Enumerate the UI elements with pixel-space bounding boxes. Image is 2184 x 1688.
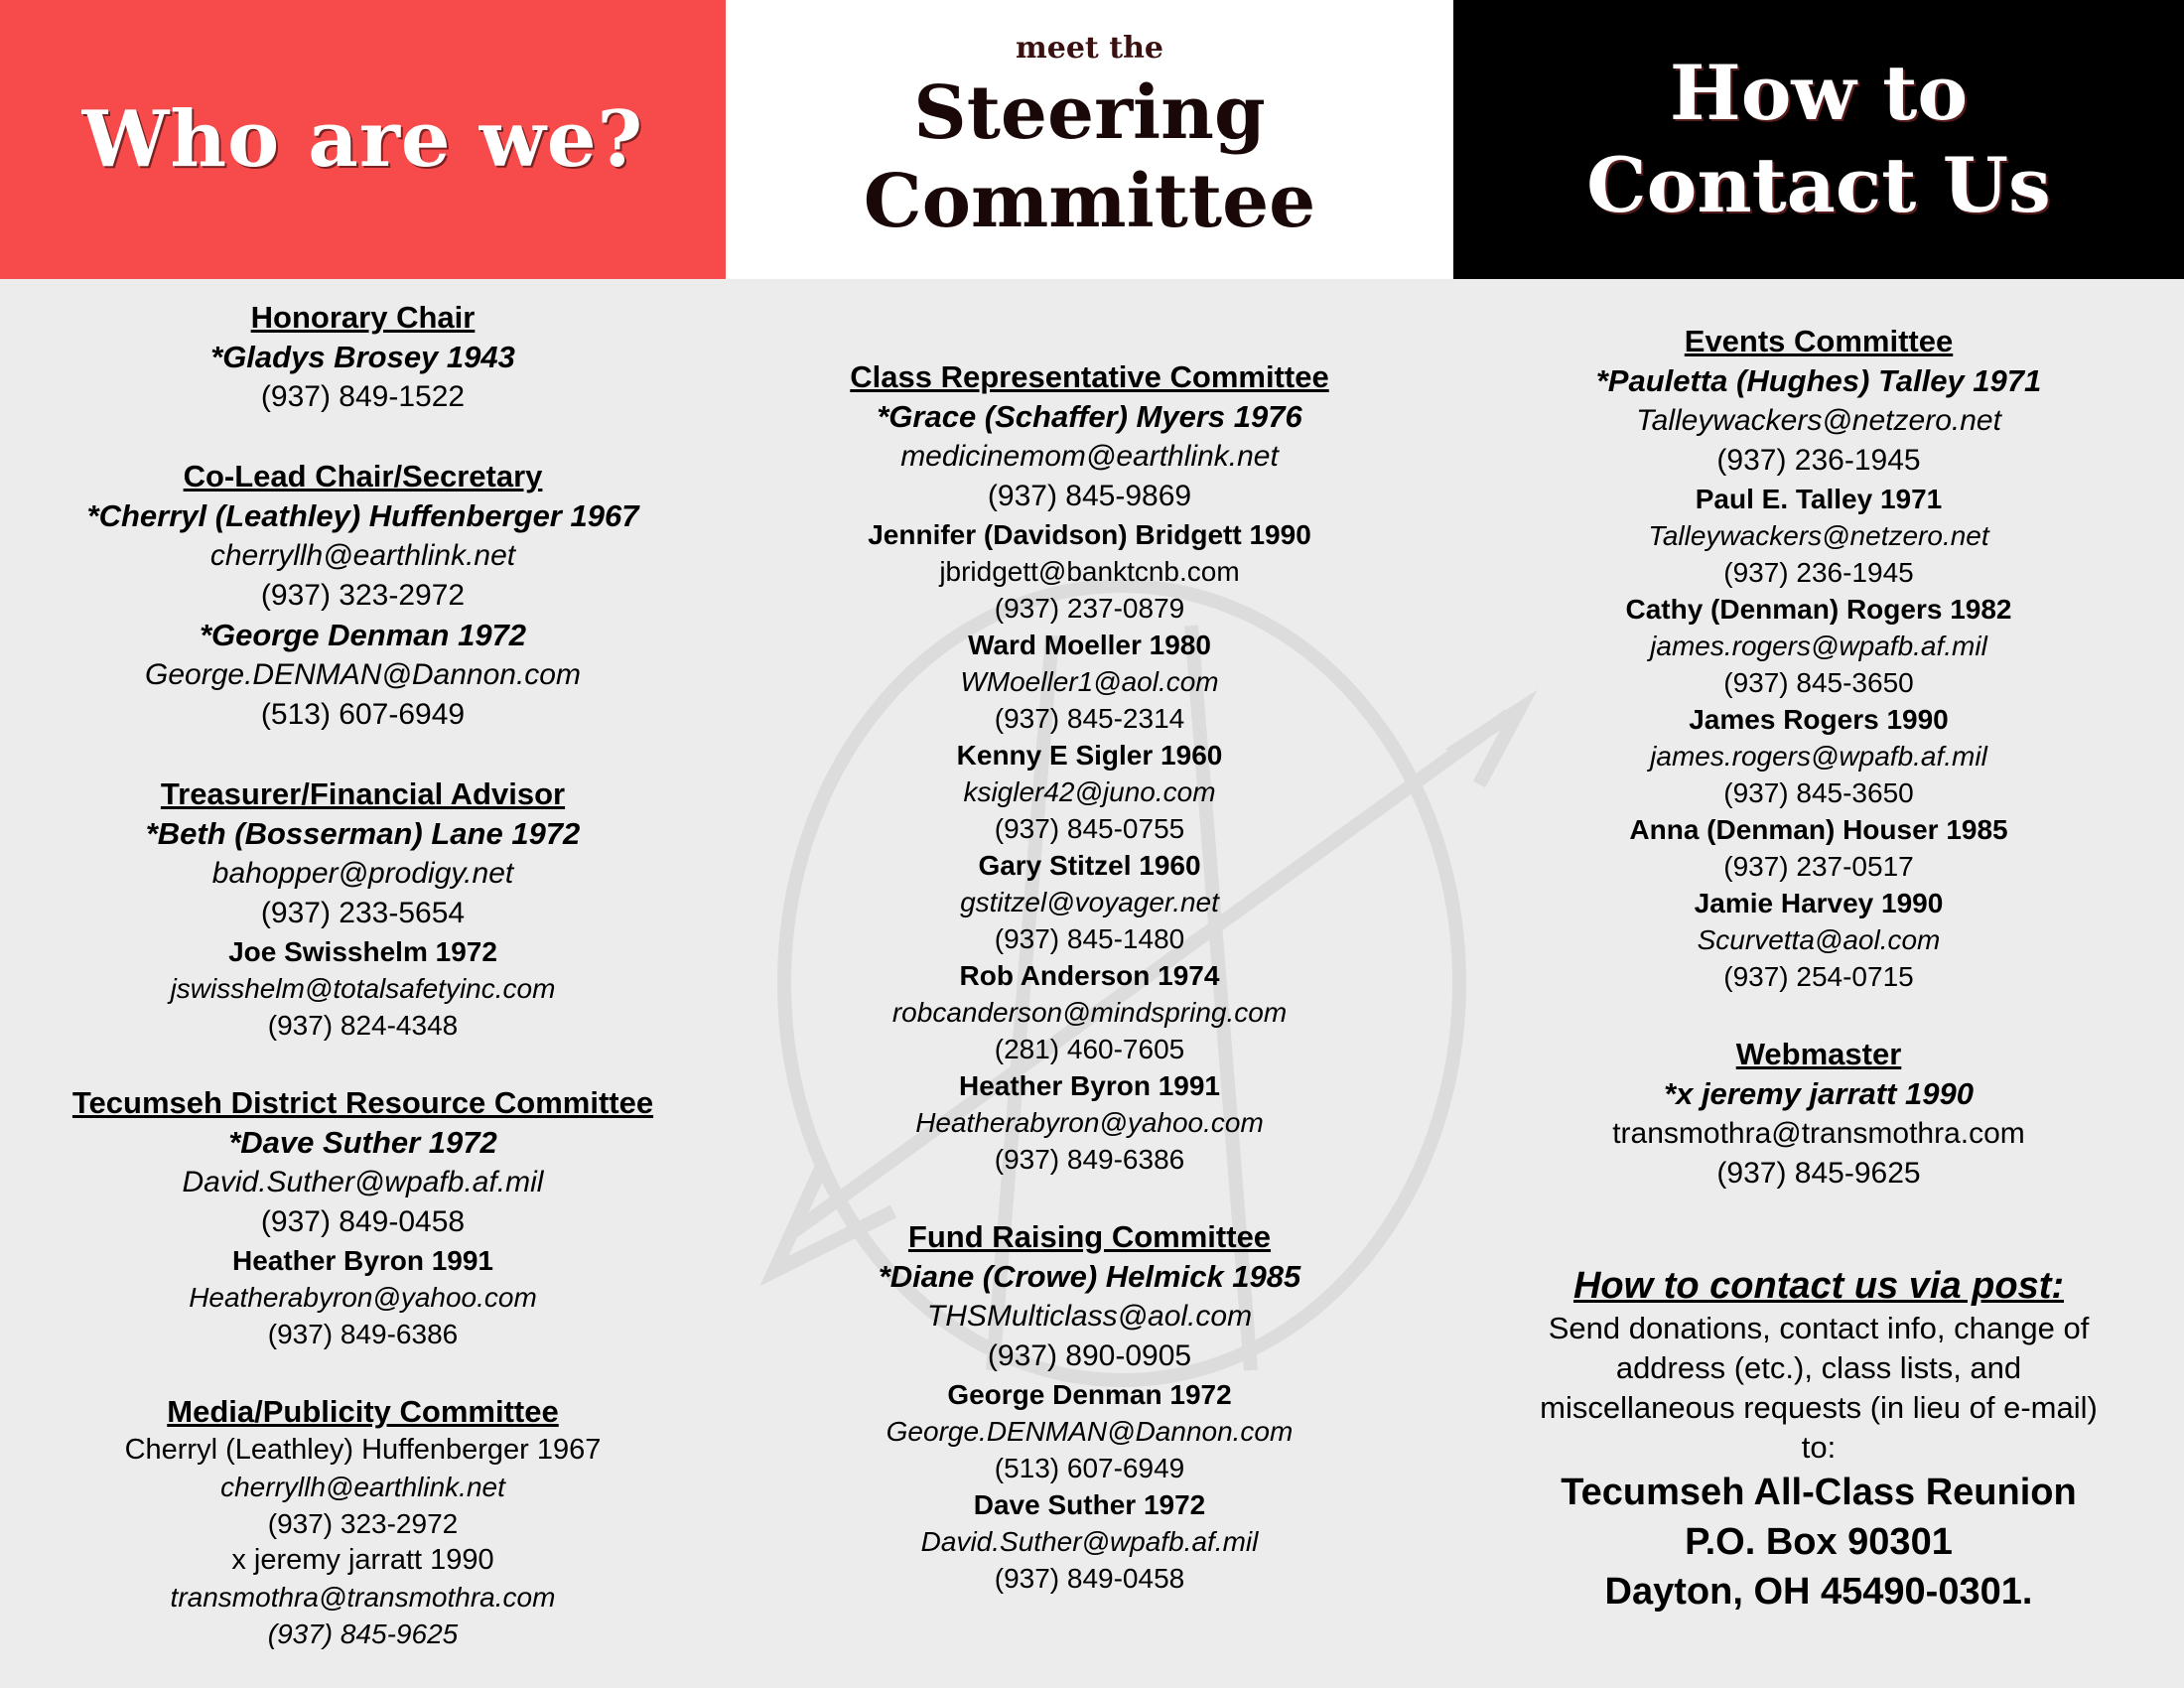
district-resource-section [0,1083,726,1352]
postal-instructions: to: [1801,1430,1837,1465]
contact-title-line-2: Contact Us [1586,140,2051,229]
steering-committee-banner [726,0,1453,279]
member-name: Kenny E Sigler 1960 [956,740,1223,771]
member-phone: (937) 849-0458 [260,1205,466,1238]
member-phone: (937) 845-2314 [994,703,1185,734]
member-phone: (513) 607-6949 [260,698,466,731]
section-heading: Tecumseh District Resource Committee [71,1085,654,1120]
member-email[interactable]: David.Suther@wpafb.af.mil [182,1166,544,1198]
member-entry [726,1376,1453,1486]
member-entry [1453,811,2184,885]
member-name: Cherryl (Leathley) Huffenberger 1967 [124,1434,602,1466]
member-email[interactable]: jswisshelm@totalsafetyinc.com [170,973,556,1004]
member-name: Rob Anderson 1974 [959,960,1220,991]
member-name: *George Denman 1972 [199,618,527,652]
steering-title: Steering [913,70,1266,156]
member-name: Anna (Denman) Houser 1985 [1629,814,2008,845]
member-name: Paul E. Talley 1971 [1695,484,1943,514]
member-email[interactable]: cherryllh@earthlink.net [220,1472,505,1502]
member-entry [726,957,1453,1067]
member-email[interactable]: robcanderson@mindspring.com [891,997,1288,1028]
left-column [0,298,726,1652]
section-heading: Treasurer/Financial Advisor [160,776,566,811]
member-phone: (937) 323-2972 [260,579,466,612]
member-email[interactable]: transmothra@transmothra.com [1612,1117,2025,1150]
member-email[interactable]: George.DENMAN@Dannon.com [145,658,581,691]
member-phone: (937) 254-0715 [1723,961,1914,992]
member-email[interactable]: jbridgett@banktcnb.com [939,556,1240,587]
postal-instructions: Send donations, contact info, change of [1548,1311,2090,1345]
member-name: Heather Byron 1991 [231,1245,493,1276]
section-heading: Class Representative Committee [850,359,1329,394]
member-phone: (937) 845-3650 [1723,777,1914,808]
member-email[interactable]: james.rogers@wpafb.af.mil [1650,741,1987,772]
member-email[interactable]: medicinemom@earthlink.net [900,440,1279,473]
member-email[interactable]: WMoeller1@aol.com [960,666,1219,697]
member-email[interactable]: cherryllh@earthlink.net [209,539,516,572]
contact-title-line-1: How to [1669,48,1969,137]
postal-contact-section [1453,1263,2184,1617]
member-entry [1453,701,2184,811]
right-column [1453,322,2184,1617]
member-phone: (937) 237-0517 [1723,851,1914,882]
member-entry [726,847,1453,957]
honorary-chair-section [0,298,726,417]
fund-raising-section [726,1217,1453,1597]
member-phone: (937) 845-9869 [987,480,1192,512]
member-phone: (937) 845-9625 [1716,1157,1921,1190]
member-email[interactable]: George.DENMAN@Dannon.com [886,1416,1294,1447]
mailing-address-line: P.O. Box 90301 [1685,1521,1953,1563]
member-email[interactable]: bahopper@prodigy.net [211,857,514,890]
contact-us-banner [1453,0,2184,279]
member-phone: (937) 849-6386 [994,1144,1185,1175]
member-name: James Rogers 1990 [1689,704,1949,735]
member-phone: (937) 237-0879 [994,593,1185,624]
member-phone: (937) 233-5654 [260,897,466,929]
member-phone: (937) 849-6386 [267,1319,459,1349]
events-committee-section [1453,322,2184,995]
member-name: *Grace (Schaffer) Myers 1976 [877,399,1302,434]
who-are-we-title: Who are we? [81,94,644,185]
member-phone: (937) 236-1945 [1716,444,1921,477]
treasurer-section [0,774,726,1044]
member-entry [1453,481,2184,591]
member-name: George Denman 1972 [947,1379,1232,1410]
section-heading: Media/Publicity Committee [167,1394,559,1429]
member-phone: (513) 607-6949 [994,1453,1185,1483]
webmaster-section [1453,1035,2184,1194]
member-name: Jennifer (Davidson) Bridgett 1990 [868,519,1311,550]
postal-heading: How to contact us via post: [1572,1265,2065,1307]
section-heading: Fund Raising Committee [907,1219,1272,1254]
member-entry [726,516,1453,627]
meet-the-label: meet the [1016,30,1163,66]
member-name: Gary Stitzel 1960 [978,850,1201,881]
member-phone: (937) 890-0905 [987,1339,1192,1372]
media-publicity-section [0,1392,726,1652]
class-representative-section [726,357,1453,1178]
member-email[interactable]: ksigler42@juno.com [963,776,1216,807]
member-entry [1453,885,2184,995]
committee-title: Committee [863,158,1316,244]
member-entry [726,1486,1453,1597]
member-phone: (937) 845-0755 [994,813,1185,844]
who-are-we-banner [0,0,726,279]
member-email[interactable]: Heatherabyron@yahoo.com [915,1107,1264,1138]
postal-instructions: miscellaneous requests (in lieu of e-mail) [1540,1390,2098,1425]
member-name: *Beth (Bosserman) Lane 1972 [145,816,581,851]
member-email[interactable]: Scurvetta@aol.com [1697,924,1941,955]
member-name: *Cherryl (Leathley) Huffenberger 1967 [86,498,639,533]
section-heading: Co-Lead Chair/Secretary [183,459,543,493]
member-phone: (281) 460-7605 [994,1034,1185,1064]
section-heading: Webmaster [1735,1037,1902,1071]
member-name: *x jeremy jarratt 1990 [1664,1076,1974,1111]
member-name: *Pauletta (Hughes) Talley 1971 [1595,363,2042,398]
member-phone: (937) 323-2972 [267,1508,459,1539]
member-email[interactable]: transmothra@transmothra.com [170,1582,556,1613]
member-email[interactable]: Heatherabyron@yahoo.com [189,1282,537,1313]
member-name: Dave Suther 1972 [973,1489,1206,1520]
member-email[interactable]: David.Suther@wpafb.af.mil [920,1526,1259,1557]
member-phone: (937) 845-1480 [994,923,1185,954]
member-entry [1453,591,2184,701]
member-entry [726,627,1453,737]
member-entry [726,1067,1453,1178]
member-name: Cathy (Denman) Rogers 1982 [1625,594,2012,625]
member-name: Joe Swisshelm 1972 [228,936,497,967]
member-email[interactable]: james.rogers@wpafb.af.mil [1650,631,1987,661]
member-phone: (937) 824-4348 [267,1010,459,1041]
member-email[interactable]: THSMulticlass@aol.com [926,1300,1253,1333]
member-name: *Gladys Brosey 1943 [210,340,515,374]
member-email[interactable]: Talleywackers@netzero.net [1648,520,1989,551]
member-entry [726,737,1453,847]
member-name: Heather Byron 1991 [958,1070,1220,1101]
member-phone: (937) 845-3650 [1723,667,1914,698]
section-heading: Honorary Chair [250,300,476,335]
section-heading: Events Committee [1684,324,1954,358]
member-phone: (937) 845-9625 [267,1618,459,1649]
postal-instructions: address (etc.), class lists, and [1615,1350,2022,1385]
member-name: x jeremy jarratt 1990 [231,1544,494,1576]
member-phone: (937) 849-1522 [260,380,466,413]
member-name: *Dave Suther 1972 [228,1125,497,1160]
mailing-address-line: Tecumseh All-Class Reunion [1561,1472,2077,1513]
member-name: Ward Moeller 1980 [968,630,1211,660]
middle-column [726,357,1453,1597]
member-phone: (937) 236-1945 [1723,557,1914,588]
member-name: Jamie Harvey 1990 [1694,888,1944,918]
member-email[interactable]: gstitzel@voyager.net [960,887,1219,917]
mailing-address-line: Dayton, OH 45490-0301. [1604,1571,2033,1613]
member-phone: (937) 849-0458 [994,1563,1185,1594]
co-lead-chair-section [0,457,726,735]
member-email[interactable]: Talleywackers@netzero.net [1636,404,2001,437]
member-name: *Diane (Crowe) Helmick 1985 [878,1259,1301,1294]
